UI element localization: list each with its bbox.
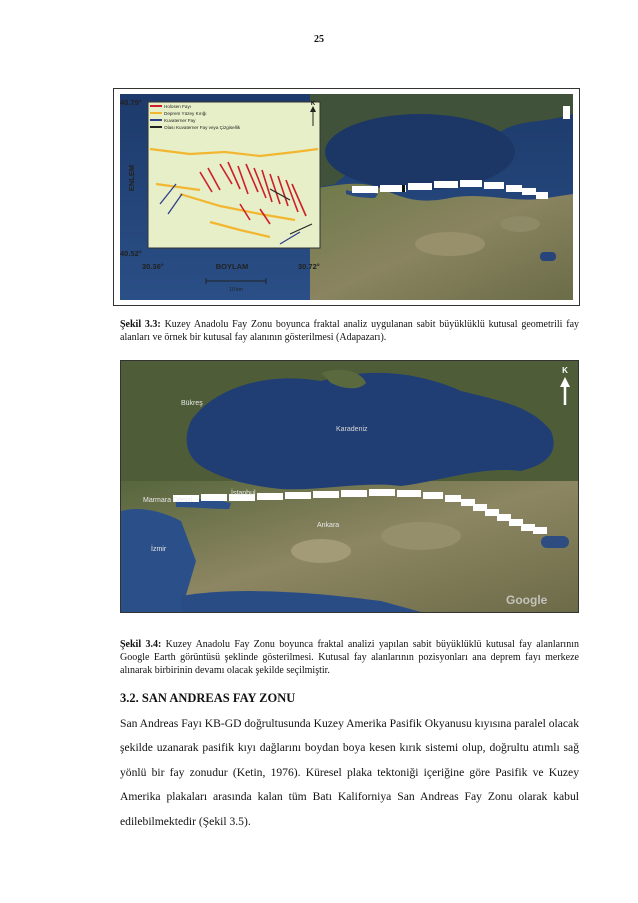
inset-fault-map	[148, 101, 320, 248]
caption-figure-3-4	[120, 638, 579, 677]
satellite-black-sea	[325, 114, 515, 190]
figure-3-4-image	[121, 361, 578, 612]
section-heading: 3.2. SAN ANDREAS FAY ZONU	[120, 691, 296, 705]
legend-holosen: Holosen Fayı	[164, 104, 192, 109]
label-ankara: Ankara	[317, 522, 340, 529]
label-bukres: Bükreş	[181, 400, 203, 407]
label-istanbul: İstanbul	[231, 490, 256, 497]
lon-right-label: 30.72°	[298, 262, 320, 271]
scale-label: 10 km	[229, 287, 243, 293]
caption-1-text: Kuzey Anadolu Fay Zonu boyunca fraktal analiz uygulanan sabit büyüklüklü kutusal geometrili fay alanları ve örnek bir kutusal fay alanının gösterilmesi (Adapazarı).	[120, 319, 580, 343]
north-arrow-icon	[563, 106, 570, 119]
figure-3-3-image	[120, 94, 573, 300]
legend-deprem: Deprem Yüzey Kırığı	[164, 111, 207, 116]
caption-1-label: Şekil 3.3:	[120, 319, 161, 330]
legend-kuvaterner: Kuvaterner Fay	[164, 118, 196, 123]
figure-3-3	[113, 88, 580, 306]
sample-fault-box	[402, 185, 405, 192]
google-watermark: Google	[506, 593, 548, 607]
figure-3-4	[120, 360, 579, 613]
lat-bottom-label: 40.52°	[120, 249, 142, 258]
label-izmir: İzmir	[151, 546, 167, 553]
x-axis-label: BOYLAM	[215, 262, 249, 271]
lon-left-label: 30.36°	[142, 262, 164, 271]
north-label: K	[562, 366, 568, 375]
page-number: 25	[314, 34, 324, 45]
inset-north-label: K	[310, 101, 316, 107]
section-paragraph: San Andreas Fayı KB-GD doğrultusunda Kuzey Amerika Pasifik Okyanusu kıyısına paralel olacak şekilde uzanarak pasifik kıyı dağlarını boydan boya kesen kırık sistemi olup, doğrultu atımlı sağ yönlü bir fay zonudur (Ketin, 1976). Küresel plaka tektoniği içeriğine göre Pasifik ve Kuzey Amerika plakaları arasında kalan tüm Batı Kaliforniya San Andreas Fay Zonu olarak kabul edilebilmektedir (Şekil 3.5).	[120, 717, 579, 828]
caption-2-text: Kuzey Anadolu Fay Zonu boyunca fraktal analizi yapılan sabit büyüklüklü kutusal fay alanlarının Google Earth görüntüsü şeklinde gösterilmesi. Kutusal fay alanlarının pozisyonları ana deprem fayı merkeze alınarak birbirinin devamı olacak şekilde seçilmiştir.	[120, 639, 579, 676]
lat-top-label: 40.79°	[120, 98, 142, 107]
label-marmara: Marmara Denizi	[143, 497, 193, 504]
caption-figure-3-3	[120, 318, 579, 344]
label-karadeniz: Karadeniz	[336, 426, 368, 433]
caption-2-label: Şekil 3.4:	[120, 639, 162, 650]
legend-olasi: Olası Kuvaterner Fay veya Çizgisellik	[164, 125, 241, 130]
y-axis-label: ENLEM	[127, 164, 136, 192]
